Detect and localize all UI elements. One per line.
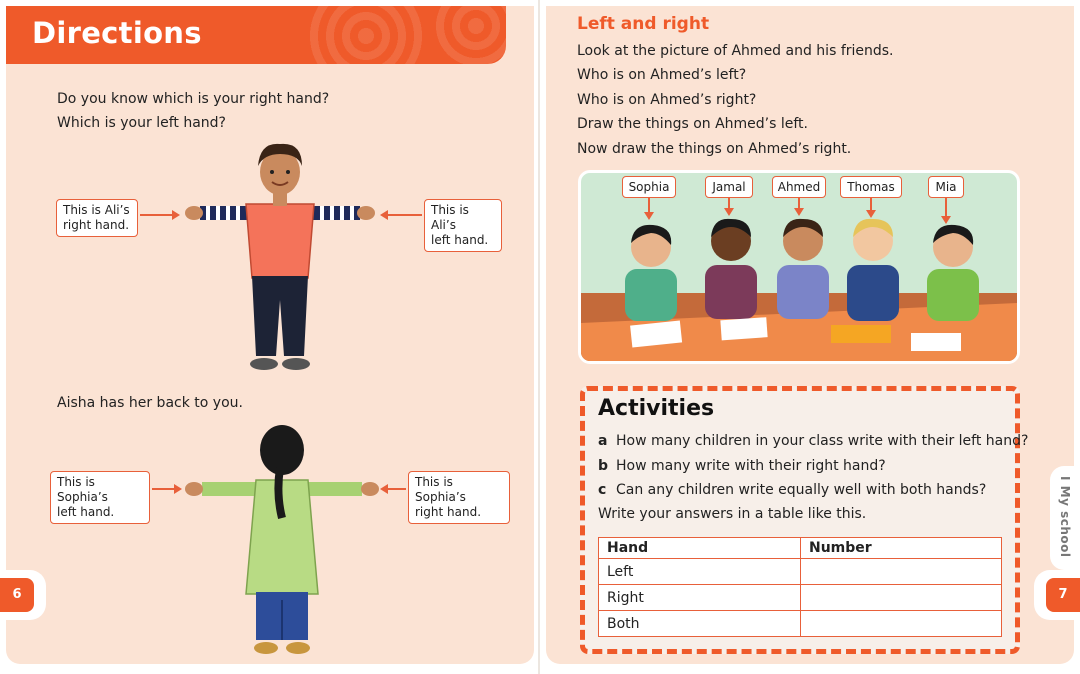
intro-line-1: Do you know which is your right hand? <box>57 91 330 107</box>
instruction-1: Look at the picture of Ahmed and his friends. <box>577 43 894 59</box>
arrow-to-sophia <box>648 198 650 218</box>
table-cell-number <box>801 585 1002 611</box>
table-row <box>599 611 1002 637</box>
ali-left-hand-label-line1: This is Ali’s <box>431 203 469 232</box>
table-header-row <box>599 538 1002 559</box>
ali-right-hand-label <box>56 199 138 237</box>
name-label-jamal: Jamal <box>705 176 753 198</box>
page-number-right: 7 <box>1046 578 1080 612</box>
section-heading: Left and right <box>577 14 710 34</box>
sophia-left-hand-label-line1: This is Sophia’s <box>57 475 108 504</box>
name-label-sophia: Sophia <box>622 176 676 198</box>
intro-line-2: Which is your left hand? <box>57 115 226 131</box>
table-row <box>599 585 1002 611</box>
activity-b-letter: b <box>598 458 609 474</box>
chapter-side-tab-label: I My school <box>1058 476 1072 558</box>
activity-a-letter: a <box>598 433 608 449</box>
answer-table <box>598 537 1002 637</box>
table-cell-hand: Both <box>599 611 801 637</box>
ali-right-hand-label-line2: right hand. <box>63 218 130 232</box>
instruction-4: Draw the things on Ahmed’s left. <box>577 116 808 132</box>
arrow-to-ali-left-hand <box>382 214 422 216</box>
activity-a <box>598 433 1028 449</box>
ali-left-hand-label <box>424 199 502 252</box>
table-cell-hand: Right <box>599 585 801 611</box>
arrow-to-sophia-left-hand <box>152 488 180 490</box>
arrow-to-ahmed <box>798 198 800 214</box>
page-number-left: 6 <box>0 578 34 612</box>
activity-c-text: Can any children write equally well with both hands? <box>616 482 987 498</box>
arrow-to-jamal <box>728 198 730 214</box>
arrow-to-mia <box>945 198 947 222</box>
activity-b-text: How many write with their right hand? <box>616 458 886 474</box>
sophia-right-hand-label-line2: right hand. <box>415 505 482 519</box>
table-prompt: Write your answers in a table like this. <box>598 506 867 522</box>
arrow-to-thomas <box>870 198 872 216</box>
activities-title: Activities <box>598 396 715 421</box>
ali-right-hand-label-line1: This is Ali’s <box>63 203 130 217</box>
name-label-ahmed: Ahmed <box>772 176 826 198</box>
sophia-left-hand-label-line2: left hand. <box>57 505 115 519</box>
book-gutter <box>538 0 540 674</box>
arrow-to-sophia-right-hand <box>382 488 406 490</box>
instruction-3: Who is on Ahmed’s right? <box>577 92 757 108</box>
page-title: Directions <box>32 16 202 50</box>
instruction-5: Now draw the things on Ahmed’s right. <box>577 141 852 157</box>
activity-b <box>598 458 886 474</box>
ali-left-hand-label-line2: left hand. <box>431 233 489 247</box>
aisha-back-illustration <box>180 424 384 660</box>
table-row <box>599 559 1002 585</box>
table-header-number: Number <box>801 538 1002 559</box>
chapter-side-tab <box>1050 466 1080 570</box>
activity-c-letter: c <box>598 482 607 498</box>
activity-c <box>598 482 986 498</box>
activity-a-text: How many children in your class write with their left hand? <box>616 433 1029 449</box>
table-cell-number <box>801 611 1002 637</box>
table-header-hand: Hand <box>599 538 801 559</box>
arrow-to-ali-right-hand <box>140 214 178 216</box>
name-label-thomas: Thomas <box>840 176 902 198</box>
instruction-2: Who is on Ahmed’s left? <box>577 67 747 83</box>
name-label-mia: Mia <box>928 176 964 198</box>
table-cell-number <box>801 559 1002 585</box>
table-cell-hand: Left <box>599 559 801 585</box>
ali-illustration <box>180 140 380 380</box>
sophia-right-hand-label <box>408 471 510 524</box>
sophia-left-hand-label <box>50 471 150 524</box>
sophia-right-hand-label-line1: This is Sophia’s <box>415 475 466 504</box>
aisha-text: Aisha has her back to you. <box>57 395 243 411</box>
